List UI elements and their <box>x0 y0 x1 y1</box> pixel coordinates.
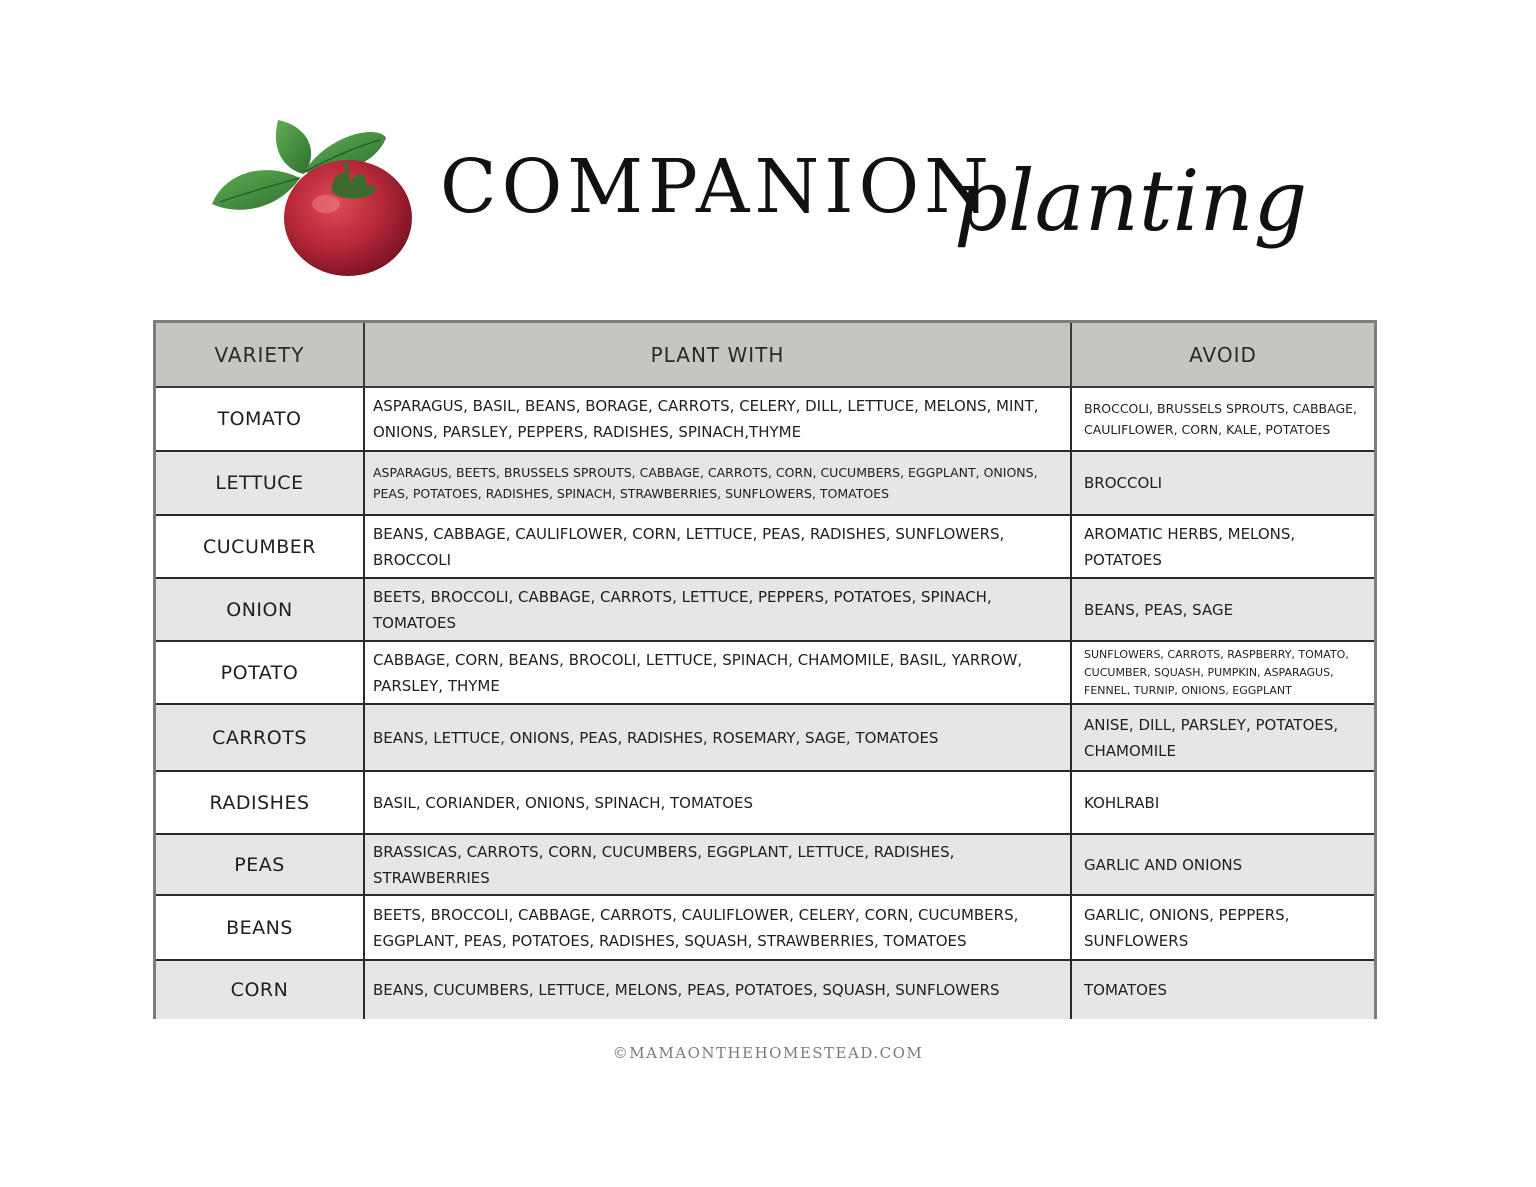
table-row <box>156 704 1374 771</box>
plant-with-cell: BEANS, LETTUCE, ONIONS, PEAS, RADISHES, ROSEMARY, SAGE, TOMATOES <box>364 704 1071 771</box>
plant-with-cell: BEETS, BROCCOLI, CABBAGE, CARROTS, LETTUCE, PEPPERS, POTATOES, SPINACH, TOMATOES <box>364 578 1071 641</box>
copyright-footer: ©MAMAONTHEHOMESTEAD.COM <box>612 1044 924 1062</box>
header-avoid: AVOID <box>1071 323 1374 387</box>
plant-with-cell: BASIL, CORIANDER, ONIONS, SPINACH, TOMATOES <box>364 771 1071 834</box>
variety-cell: RADISHES <box>156 771 364 834</box>
tomato-basil-icon <box>208 112 420 280</box>
variety-cell: LETTUCE <box>156 451 364 515</box>
page-header <box>0 0 1536 310</box>
table-row <box>156 387 1374 451</box>
plant-with-cell: BEETS, BROCCOLI, CABBAGE, CARROTS, CAULIFLOWER, CELERY, CORN, CUCUMBERS, EGGPLANT, PEAS, POTATOES, RADISHES, SQUASH, STRAWBERRIES, TOMATOES <box>364 895 1071 960</box>
variety-cell: PEAS <box>156 834 364 895</box>
avoid-cell: KOHLRABI <box>1071 771 1374 834</box>
variety-cell: CORN <box>156 960 364 1019</box>
variety-cell: BEANS <box>156 895 364 960</box>
plant-with-cell: BEANS, CABBAGE, CAULIFLOWER, CORN, LETTUCE, PEAS, RADISHES, SUNFLOWERS, BROCCOLI <box>364 515 1071 578</box>
plant-with-cell: ASPARAGUS, BASIL, BEANS, BORAGE, CARROTS, CELERY, DILL, LETTUCE, MELONS, MINT, ONIONS, PARSLEY, PEPPERS, RADISHES, SPINACH,THYME <box>364 387 1071 451</box>
table-row <box>156 515 1374 578</box>
table-row <box>156 771 1374 834</box>
plant-with-cell: BRASSICAS, CARROTS, CORN, CUCUMBERS, EGGPLANT, LETTUCE, RADISHES, STRAWBERRIES <box>364 834 1071 895</box>
avoid-cell: ANISE, DILL, PARSLEY, POTATOES, CHAMOMILE <box>1071 704 1374 771</box>
variety-cell: ONION <box>156 578 364 641</box>
header-variety: VARIETY <box>156 323 364 387</box>
variety-cell: TOMATO <box>156 387 364 451</box>
plant-with-cell: CABBAGE, CORN, BEANS, BROCOLI, LETTUCE, SPINACH, CHAMOMILE, BASIL, YARROW, PARSLEY, THYME <box>364 641 1071 704</box>
table-row <box>156 895 1374 960</box>
table-header-row <box>156 323 1374 387</box>
avoid-cell: BROCCOLI, BRUSSELS SPROUTS, CABBAGE, CAULIFLOWER, CORN, KALE, POTATOES <box>1071 387 1374 451</box>
table-row <box>156 834 1374 895</box>
companion-table <box>153 320 1377 1019</box>
avoid-cell: SUNFLOWERS, CARROTS, RASPBERRY, TOMATO, CUCUMBER, SQUASH, PUMPKIN, ASPARAGUS, FENNEL, TURNIP, ONIONS, EGGPLANT <box>1071 641 1374 704</box>
avoid-cell: TOMATOES <box>1071 960 1374 1019</box>
variety-cell: CARROTS <box>156 704 364 771</box>
plant-with-cell: ASPARAGUS, BEETS, BRUSSELS SPROUTS, CABBAGE, CARROTS, CORN, CUCUMBERS, EGGPLANT, ONIONS, PEAS, POTATOES, RADISHES, SPINACH, STRAWBERRIES, SUNFLOWERS, TOMATOES <box>364 451 1071 515</box>
page-title: COMPANION <box>440 144 994 230</box>
page-title-script <box>948 112 1308 312</box>
variety-cell: CUCUMBER <box>156 515 364 578</box>
avoid-cell: AROMATIC HERBS, MELONS, POTATOES <box>1071 515 1374 578</box>
avoid-cell: BROCCOLI <box>1071 451 1374 515</box>
plant-with-cell: BEANS, CUCUMBERS, LETTUCE, MELONS, PEAS, POTATOES, SQUASH, SUNFLOWERS <box>364 960 1071 1019</box>
header-plant-with: PLANT WITH <box>364 323 1071 387</box>
title-script-text: planting <box>954 152 1308 250</box>
table-row <box>156 641 1374 704</box>
table-row <box>156 578 1374 641</box>
avoid-cell: BEANS, PEAS, SAGE <box>1071 578 1374 641</box>
avoid-cell: GARLIC AND ONIONS <box>1071 834 1374 895</box>
avoid-cell: GARLIC, ONIONS, PEPPERS, SUNFLOWERS <box>1071 895 1374 960</box>
table-row <box>156 451 1374 515</box>
table-row <box>156 960 1374 1019</box>
variety-cell: POTATO <box>156 641 364 704</box>
